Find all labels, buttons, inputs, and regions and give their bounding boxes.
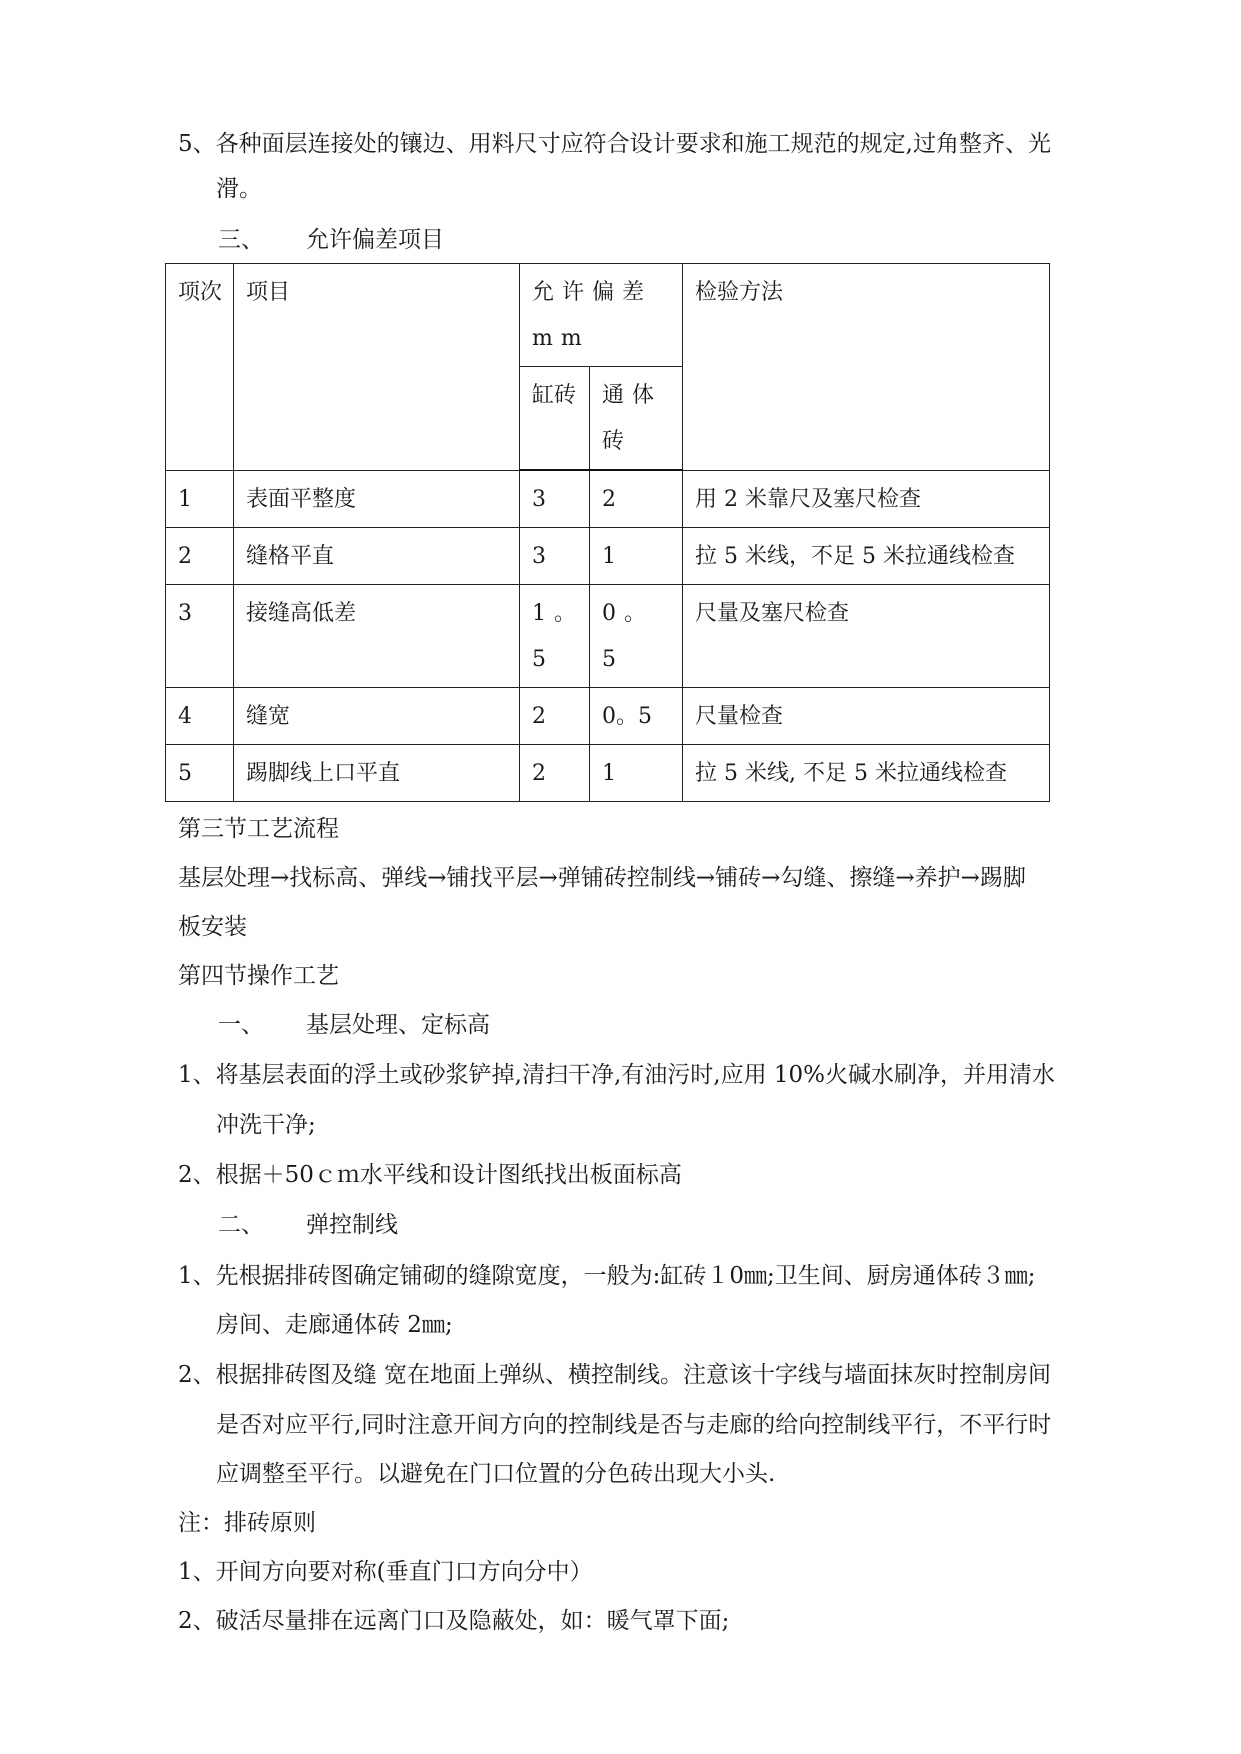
- header-cell-item: 项目: [234, 264, 520, 471]
- table-header-row: [166, 264, 1050, 367]
- subsection-title: 弹控制线: [306, 1212, 398, 1238]
- header-cell-tile-b: 通体砖: [590, 367, 683, 471]
- subsection-title: 基层处理、定标高: [306, 1012, 490, 1038]
- deviation-table: [165, 263, 1050, 802]
- cell-b: 2: [590, 470, 683, 528]
- section-title: 允许偏差项目: [306, 227, 444, 253]
- table-row: [166, 528, 1050, 585]
- cell-no: 5: [166, 745, 234, 802]
- step-2: 2、根据＋50ｃｍ水平线和设计图纸找出板面标高: [178, 1162, 682, 1188]
- cell-item: 缝格平直: [234, 528, 520, 585]
- cell-method: 拉 5 米线, 不足 5 米拉通线检查: [683, 745, 1050, 802]
- cell-method: 尺量检查: [683, 688, 1050, 745]
- table-row: [166, 688, 1050, 745]
- cell-item: 表面平整度: [234, 470, 520, 528]
- control-step-2-line-3: 应调整至平行。以避免在门口位置的分色砖出现大小头.: [216, 1461, 776, 1487]
- process-flow-line-2: 板安装: [178, 914, 247, 940]
- cell-no: 2: [166, 528, 234, 585]
- section-heading-3: [218, 225, 444, 255]
- table-row: [166, 745, 1050, 802]
- cell-a: 3: [520, 528, 590, 585]
- header-cell-tile-a: 缸砖: [520, 367, 590, 471]
- principle-1: 1、开间方向要对称(垂直门口方向分中）: [178, 1559, 593, 1585]
- cell-a: 1。5: [520, 585, 590, 688]
- header-cell-no: 项次: [166, 264, 234, 471]
- cell-item: 缝宽: [234, 688, 520, 745]
- cell-no: 4: [166, 688, 234, 745]
- control-step-1-line-1: 1、先根据排砖图确定铺砌的缝隙宽度，一般为:缸砖１0㎜;卫生间、厨房通体砖３㎜;: [178, 1263, 1036, 1289]
- subsection-number: 二、: [218, 1212, 264, 1238]
- cell-b: 1: [590, 745, 683, 802]
- subsection-heading-2: [218, 1210, 398, 1240]
- table-row: [166, 585, 1050, 688]
- cell-method: 用 2 米靠尺及塞尺检查: [683, 470, 1050, 528]
- control-step-1-line-2: 房间、走廊通体砖 2㎜;: [216, 1312, 453, 1338]
- section-3-title: 第三节工艺流程: [178, 816, 339, 842]
- subsection-heading-1: [218, 1010, 490, 1040]
- section-4-title: 第四节操作工艺: [178, 963, 339, 989]
- table-row: [166, 470, 1050, 528]
- cell-no: 1: [166, 470, 234, 528]
- principle-2: 2、破活尽量排在远离门口及隐蔽处，如：暖气罩下面;: [178, 1608, 730, 1634]
- section-number: 三、: [218, 227, 264, 253]
- header-cell-tolerance: 允许偏差 mm: [520, 264, 683, 367]
- cell-item: 踢脚线上口平直: [234, 745, 520, 802]
- cell-b: 0。5: [590, 585, 683, 688]
- note-heading: 注：排砖原则: [178, 1510, 316, 1536]
- subsection-number: 一、: [218, 1012, 264, 1038]
- cell-method: 尺量及塞尺检查: [683, 585, 1050, 688]
- cell-no: 3: [166, 585, 234, 688]
- control-step-2-line-2: 是否对应平行,同时注意开间方向的控制线是否与走廊的给向控制线平行，不平行时: [216, 1412, 1052, 1438]
- header-cell-method: 检验方法: [683, 264, 1050, 471]
- cell-a: 3: [520, 470, 590, 528]
- cell-item: 接缝高低差: [234, 585, 520, 688]
- paragraph-5-line-2: 滑。: [216, 176, 262, 202]
- paragraph-5-line-1: 5、各种面层连接处的镶边、用料尺寸应符合设计要求和施工规范的规定,过角整齐、光: [178, 131, 1051, 157]
- control-step-2-line-1: 2、根据排砖图及缝 宽在地面上弹纵、横控制线。注意该十字线与墙面抹灰时控制房间: [178, 1362, 1051, 1388]
- step-1-line-1: 1、将基层表面的浮土或砂浆铲掉,清扫干净,有油污时,应用 10%火碱水刷净，并用清水: [178, 1062, 1055, 1088]
- cell-method: 拉 5 米线，不足 5 米拉通线检查: [683, 528, 1050, 585]
- cell-b: 0。5: [590, 688, 683, 745]
- process-flow-line-1: 基层处理→找标高、弹线→铺找平层→弹铺砖控制线→铺砖→勾缝、擦缝→养护→踢脚: [178, 865, 1026, 891]
- cell-a: 2: [520, 745, 590, 802]
- cell-a: 2: [520, 688, 590, 745]
- step-1-line-2: 冲洗干净;: [216, 1112, 316, 1138]
- cell-b: 1: [590, 528, 683, 585]
